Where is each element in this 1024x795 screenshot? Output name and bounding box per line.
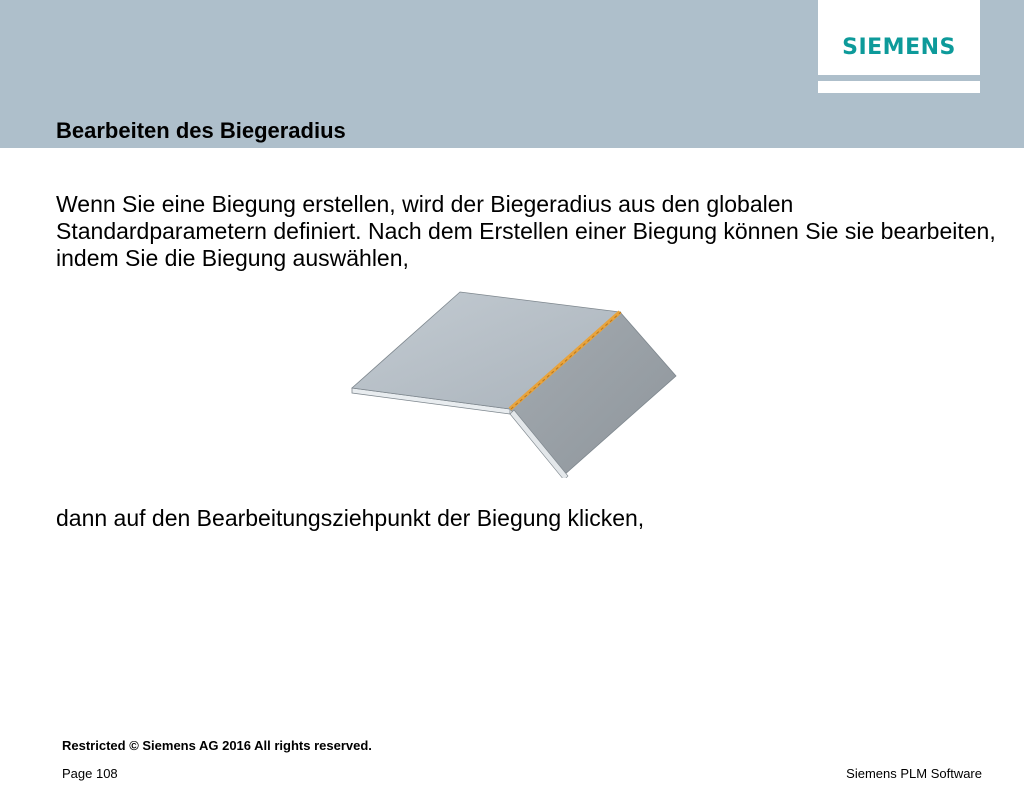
footer-brand: Siemens PLM Software bbox=[846, 766, 982, 781]
paragraph-instruction: dann auf den Bearbeitungsziehpunkt der Biegung klicken, bbox=[56, 505, 645, 531]
siemens-logo bbox=[818, 0, 980, 75]
paragraph-intro: Wenn Sie eine Biegung erstellen, wird der Biegeradius aus den globalen Standardparametern definiert. Nach dem Erstellen einer Biegung können Sie sie bearbeiten, indem Sie die Biegung auswählen, bbox=[56, 191, 996, 271]
logo-strip bbox=[818, 81, 980, 93]
logo-text: SIEMENS bbox=[842, 35, 956, 60]
page-number: Page 108 bbox=[62, 766, 118, 781]
bent-sheet-metal-part-icon bbox=[350, 288, 680, 478]
page-title: Bearbeiten des Biegeradius bbox=[56, 118, 346, 143]
footer-restricted: Restricted © Siemens AG 2016 All rights reserved. bbox=[62, 738, 372, 753]
